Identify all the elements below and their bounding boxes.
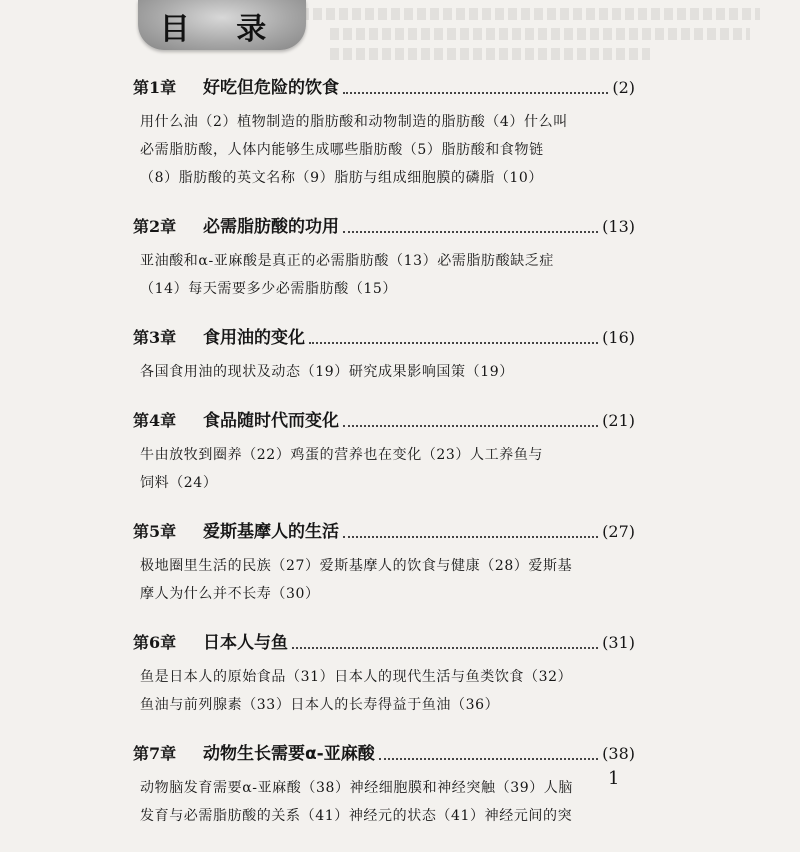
toc-chapter <box>133 75 635 192</box>
toc-chapter <box>133 741 635 830</box>
chapter-entries <box>133 552 635 608</box>
dot-leader <box>309 341 598 344</box>
dot-leader <box>379 757 598 760</box>
entry-line: 各国食用油的现状及动态（19）研究成果影响国策（19） <box>140 364 514 380</box>
entry-line: 摩人为什么并不长寿（30） <box>140 586 320 602</box>
chapter-page: (13) <box>602 217 635 236</box>
entry-line: （8）脂肪酸的英文名称（9）脂肪与组成细胞膜的磷脂（10） <box>140 170 544 186</box>
entry-line: 鱼油与前列腺素（33）日本人的长寿得益于鱼油（36） <box>140 697 500 713</box>
chapter-entries <box>133 441 635 497</box>
chapter-entries <box>133 774 635 830</box>
dot-leader <box>343 230 598 233</box>
chapter-heading[interactable] <box>133 75 635 101</box>
chapter-heading[interactable] <box>133 325 635 351</box>
chapter-number: 第1章 <box>133 78 177 97</box>
entry-line: 用什么油（2）植物制造的脂肪酸和动物制造的脂肪酸（4）什么叫 <box>140 114 568 130</box>
dot-leader <box>292 646 598 649</box>
chapter-entries <box>133 663 635 719</box>
page-number: 1 <box>608 768 620 789</box>
toc-chapter <box>133 519 635 608</box>
table-of-contents <box>133 75 635 852</box>
chapter-title: 爱斯基摩人的生活 <box>203 522 339 542</box>
bleed-through <box>330 28 750 40</box>
page-title: 目 录 <box>159 12 285 47</box>
chapter-number: 第6章 <box>133 633 177 652</box>
entry-line: 牛由放牧到圈养（22）鸡蛋的营养也在变化（23）人工养鱼与 <box>140 447 544 463</box>
chapter-number: 第2章 <box>133 217 177 236</box>
chapter-heading[interactable] <box>133 741 635 767</box>
entry-line: （14）每天需要多少必需脂肪酸（15） <box>140 281 398 297</box>
chapter-heading[interactable] <box>133 408 635 434</box>
entry-line: 动物脑发育需要α-亚麻酸（38）神经细胞膜和神经突触（39）人脑 <box>140 780 574 796</box>
chapter-page: (2) <box>612 78 635 97</box>
toc-chapter <box>133 408 635 497</box>
chapter-number: 第3章 <box>133 328 177 347</box>
chapter-title: 好吃但危险的饮食 <box>203 78 339 98</box>
dot-leader <box>343 91 608 94</box>
chapter-title: 必需脂肪酸的功用 <box>203 217 339 237</box>
chapter-page: (38) <box>602 744 635 763</box>
chapter-entries <box>133 358 635 386</box>
dot-leader <box>343 424 598 427</box>
toc-chapter <box>133 214 635 303</box>
chapter-title: 食品随时代而变化 <box>203 411 339 431</box>
toc-title-badge <box>138 0 306 50</box>
entry-line: 饲料（24） <box>140 475 218 491</box>
entry-line: 亚油酸和α-亚麻酸是真正的必需脂肪酸（13）必需脂肪酸缺乏症 <box>140 253 554 269</box>
chapter-number: 第4章 <box>133 411 177 430</box>
chapter-title: 食用油的变化 <box>203 328 305 348</box>
bleed-through <box>300 8 760 20</box>
chapter-entries <box>133 247 635 303</box>
chapter-heading[interactable] <box>133 519 635 545</box>
dot-leader <box>343 535 598 538</box>
chapter-heading[interactable] <box>133 214 635 240</box>
chapter-number: 第7章 <box>133 744 177 763</box>
chapter-title: 日本人与鱼 <box>203 633 288 653</box>
entry-line: 发育与必需脂肪酸的关系（41）神经元的状态（41）神经元间的突 <box>140 808 573 824</box>
chapter-title: 动物生长需要α-亚麻酸 <box>203 744 375 764</box>
entry-line: 必需脂肪酸，人体内能够生成哪些脂肪酸（5）脂肪酸和食物链 <box>140 142 544 158</box>
bleed-through <box>330 48 650 60</box>
entry-line: 极地圈里生活的民族（27）爱斯基摩人的饮食与健康（28）爱斯基 <box>140 558 573 574</box>
toc-chapter <box>133 325 635 386</box>
chapter-heading[interactable] <box>133 630 635 656</box>
chapter-number: 第5章 <box>133 522 177 541</box>
chapter-entries <box>133 108 635 192</box>
chapter-page: (21) <box>602 411 635 430</box>
chapter-page: (27) <box>602 522 635 541</box>
toc-chapter <box>133 630 635 719</box>
entry-line: 鱼是日本人的原始食品（31）日本人的现代生活与鱼类饮食（32） <box>140 669 573 685</box>
chapter-page: (31) <box>602 633 635 652</box>
chapter-page: (16) <box>602 328 635 347</box>
